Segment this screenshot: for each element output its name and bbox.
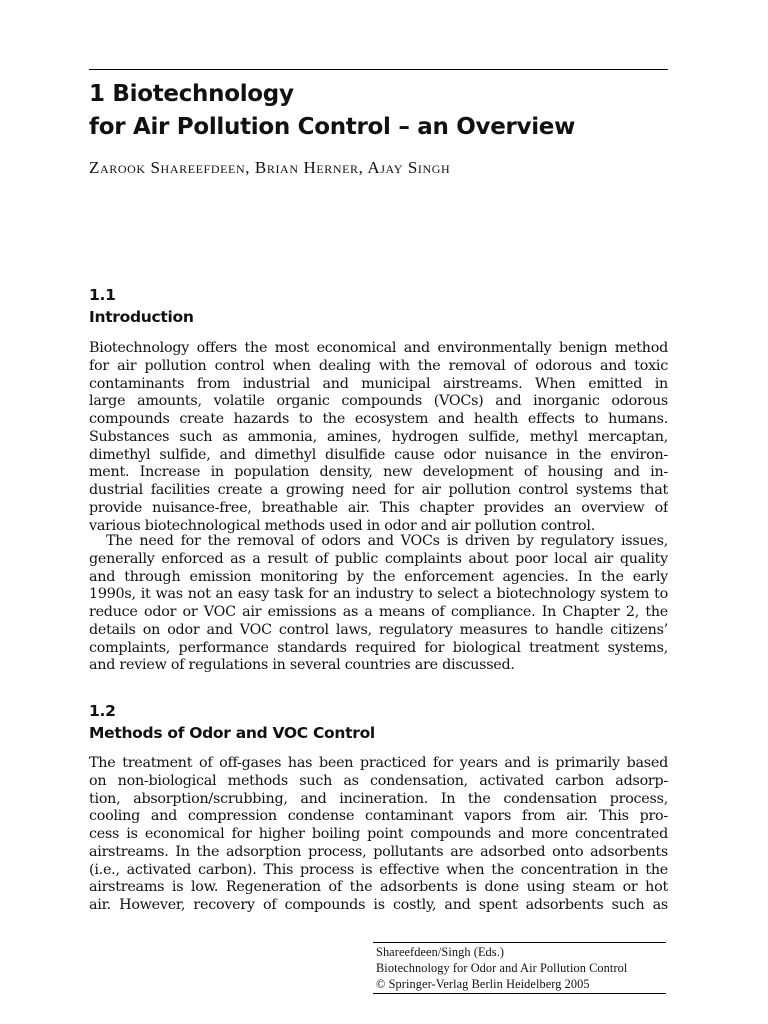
chapter-authors: Zarook Shareefdeen, Brian Herner, Ajay Singh [89,158,451,177]
text-line: generally enforced as a result of public complaints about poor local air quality [89,550,668,567]
text-line: ment. Increase in population density, new development of housing and in- [89,464,668,481]
text-line: provide nuisance-free, breathable air. This chapter provides an overview of [89,499,668,516]
text-line: dustrial facilities create a growing need for air pollution control systems that [89,482,668,498]
text-line: The treatment of off-gases has been practiced for years and is primarily based [89,755,668,771]
text-line: various biotechnological methods used in odor and air pollution control. [89,517,596,534]
text-line: tion, absorption/scrubbing, and incineration. In the condensation process, [89,790,668,807]
text-line: compounds create hazards to the ecosystem and health effects to humans. [89,411,668,427]
text-line: large amounts, volatile organic compounds (VOCs) and inorganic odorous [89,393,668,410]
footer-editors: Shareefdeen/Singh (Eds.) [376,945,505,959]
text-line: contaminants from industrial and municipal airstreams. When emitted in [89,375,668,392]
publication-footer [376,944,627,992]
chapter-title-line-2: for Air Pollution Control – an Overview [89,114,576,140]
text-line: cooling and compression condense contaminant vapors from air. This pro- [89,808,668,825]
paragraph [89,340,668,535]
footer-copyright: © Springer-Verlag Berlin Heidelberg 2005 [376,977,590,991]
top-rule [89,69,668,70]
text-line: airstreams is low. Regeneration of the adsorbents is done using steam or hot [89,879,668,896]
paragraph [89,755,668,915]
text-line: Biotechnology offers the most economical and environmentally benign method [89,340,668,356]
section-title: Methods of Odor and VOC Control [89,724,375,742]
text-line: Substances such as ammonia, amines, hydrogen sulfide, methyl mercaptan, [89,428,668,445]
text-line: complaints, performance standards required for biological treatment systems, [89,639,668,656]
text-line: for air pollution control when dealing with the removal of odorous and toxic [89,357,668,374]
text-line: 1990s, it was not an easy task for an industry to select a biotechnology system to [89,586,668,603]
text-line: air. However, recovery of compounds is costly, and spent adsorbents such as [89,897,668,913]
paragraph [89,533,668,675]
section-title: Introduction [89,308,194,326]
footer-book-title: Biotechnology for Odor and Air Pollution Control [376,961,628,975]
footer-top-rule [373,942,666,943]
section-number: 1.2 [89,702,116,720]
chapter-title-line-1: 1 Biotechnology [89,81,294,107]
section-number: 1.1 [89,286,116,304]
section-heading-introduction [89,284,194,328]
chapter-title [89,78,668,144]
text-line: details on odor and VOC control laws, regulatory measures to handle citizens’ [89,621,668,638]
text-line: on non-biological methods such as condensation, activated carbon adsorp- [89,772,668,789]
text-line: dimethyl sulfide, and dimethyl disulfide cause odor nuisance in the environ- [89,446,668,463]
text-line: and through emission monitoring by the enforcement agencies. In the early [89,568,668,585]
text-line: and review of regulations in several countries are discussed. [89,657,515,674]
text-line: (i.e., activated carbon). This process is effective when the concentration in the [89,861,668,878]
text-line: The need for the removal of odors and VOCs is driven by regulatory issues, [106,533,668,549]
text-line: reduce odor or VOC air emissions as a means of compliance. In Chapter 2, the [89,604,668,620]
text-line: cess is economical for higher boiling point compounds and more concentrated [89,826,668,842]
text-line: airstreams. In the adsorption process, pollutants are adsorbed onto adsorbents [89,843,668,860]
footer-bottom-rule [373,993,666,994]
section-heading-methods [89,700,375,744]
